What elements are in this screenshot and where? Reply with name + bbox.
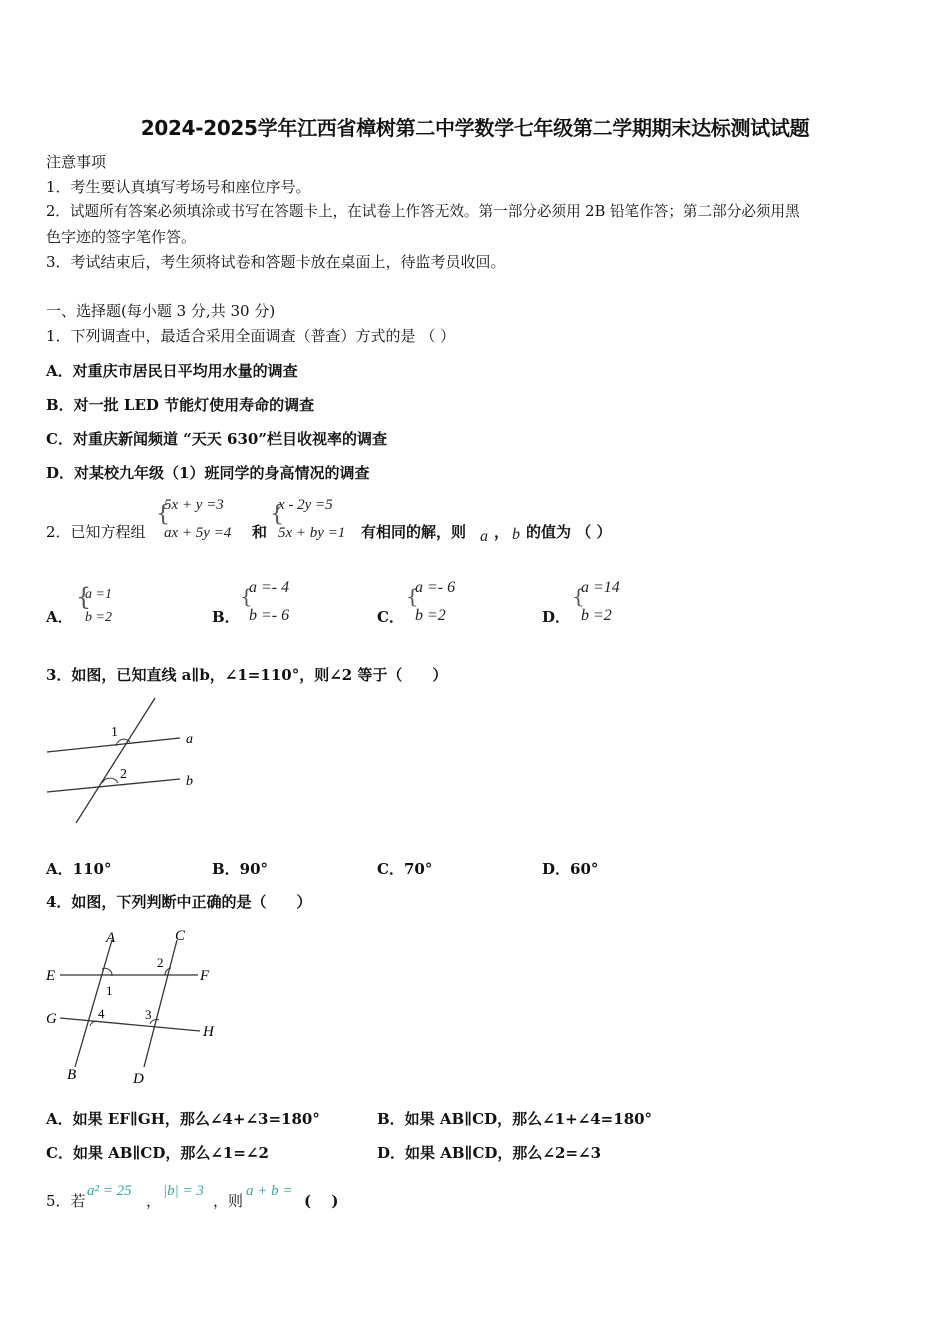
point-a-label: A	[106, 930, 116, 946]
q2-sys1-row2: ax + 5y =4	[164, 525, 232, 541]
angle-2-label: 2	[157, 955, 164, 970]
q5-expr-1: a² = 25	[87, 1183, 132, 1199]
q4-stem: 4．如图，下列判断中正确的是（ ）	[46, 893, 312, 911]
brace-icon: {	[270, 502, 284, 527]
q3-option-a: A．110°	[46, 860, 112, 878]
q3-parallel-lines-figure	[40, 690, 210, 830]
q2-option-b-system	[240, 576, 310, 628]
q2-option-b-label: B．	[212, 608, 240, 626]
q2-sys1-row1: 5x + y =3	[164, 497, 224, 513]
q4-option-a: A．如果 EF∥GH，那么∠4+∠3=180°	[46, 1110, 320, 1128]
q2-and: 和	[252, 523, 268, 541]
q4-figure	[40, 922, 230, 1092]
q3-option-d: D．60°	[542, 860, 599, 878]
brace-icon: {	[76, 583, 92, 611]
line-ab	[75, 940, 112, 1067]
angle-1-label: 1	[106, 983, 113, 998]
q2-option-a-label: A．	[46, 608, 73, 626]
q2-var-b: b	[512, 526, 520, 543]
transversal-line	[76, 698, 155, 823]
q2-system-1	[156, 492, 256, 548]
q4-option-b: B．如果 AB∥CD，那么∠1+∠4=180°	[377, 1110, 653, 1128]
point-d-label: D	[133, 1071, 144, 1087]
point-b-label: B	[67, 1067, 77, 1083]
page-title: 2024-2025学年江西省樟树第二中学数学七年级第二学期期末达标测试试题	[140, 116, 810, 140]
notice-heading: 注意事项	[46, 153, 107, 171]
line-gh	[60, 1018, 200, 1031]
q2-option-a-system	[76, 583, 136, 631]
q2-option-c-label: C．	[377, 608, 404, 626]
q3-stem: 3．如图，已知直线 a∥b，∠1=110°，则∠2 等于（ ）	[46, 666, 448, 684]
angle-1-label: 1	[111, 725, 118, 740]
q2-mid: 有相同的解，则	[361, 523, 467, 541]
q2-optD-row2: b =2	[581, 607, 612, 624]
line-b-label: b	[186, 774, 193, 789]
q2-system-2	[270, 492, 370, 548]
q2-optD-row1: a =14	[581, 579, 620, 596]
q2-var-a: a	[480, 528, 488, 545]
angle-4-label: 4	[98, 1006, 105, 1021]
q4-option-c: C．如果 AB∥CD，那么∠1=∠2	[46, 1144, 269, 1162]
q2-optA-row1: a =1	[85, 587, 112, 602]
q1-option-d: D．对某校九年级（1）班同学的身高情况的调查	[46, 464, 370, 482]
section-heading: 一、选择题(每小题 3 分,共 30 分)	[46, 302, 276, 320]
q1-option-a-text: A．对重庆市居民日平均用水量的调查	[46, 362, 298, 380]
angle-3-label: 3	[145, 1007, 152, 1022]
q4-option-d: D．如果 AB∥CD，那么∠2=∠3	[377, 1144, 602, 1162]
brace-icon: {	[406, 584, 419, 608]
line-a	[47, 738, 180, 752]
q2-option-c-system	[406, 576, 476, 628]
q2-optB-row1: a =- 4	[249, 579, 290, 596]
point-e-label: E	[46, 968, 56, 984]
line-a-label: a	[186, 732, 193, 747]
q3-option-c: C．70°	[377, 860, 433, 878]
q2-suffix: 的值为 （ ）	[526, 523, 612, 541]
q3-option-b: B．90°	[212, 860, 269, 878]
point-g-label: G	[46, 1011, 57, 1027]
q2-optC-row1: a =- 6	[415, 579, 456, 596]
q1-option-c: C．对重庆新闻频道 “天天 630”栏目收视率的调查	[46, 430, 387, 448]
q1-stem: 1．下列调查中，最适合采用全面调查（普查）方式的是 （ ）	[46, 327, 456, 345]
q5-expr-3: a + b =	[246, 1183, 293, 1199]
q5-then: ，则	[213, 1192, 244, 1210]
notice-line-3: 3．考试结束后，考生须将试卷和答题卡放在桌面上，待监考员收回。	[46, 253, 506, 271]
q5-prefix: 5．若	[46, 1192, 86, 1210]
notice-line-2b: 色字迹的签字笔作答。	[46, 228, 197, 246]
q5-comma: ，	[146, 1192, 162, 1210]
brace-icon: {	[240, 584, 253, 608]
q2-optB-row2: b =- 6	[249, 607, 290, 624]
brace-icon: {	[572, 584, 585, 608]
q2-option-d-system	[572, 576, 642, 628]
q2-optA-row2: b =2	[85, 610, 112, 625]
line-b	[47, 779, 180, 792]
q5-expr-2: |b| = 3	[163, 1183, 204, 1199]
brace-icon: {	[156, 502, 170, 527]
q1-option-a	[46, 361, 298, 381]
q1-option-b: B．对一批 LED 节能灯使用寿命的调查	[46, 396, 315, 414]
notice-line-1: 1．考生要认真填写考场号和座位序号。	[46, 178, 311, 196]
angle-2-label: 2	[120, 767, 127, 782]
q5-suffix: ( )	[304, 1192, 339, 1210]
notice-line-2a: 2．试题所有答案必须填涂或书写在答题卡上，在试卷上作答无效。第一部分必须用 2B 铅笔作答；第二部分必须用黑	[46, 203, 800, 220]
q2-prefix: 2．已知方程组	[46, 523, 146, 541]
q2-sys2-row1: x - 2y =5	[278, 497, 333, 513]
point-h-label: H	[203, 1024, 214, 1040]
q2-sys2-row2: 5x + by =1	[278, 525, 346, 541]
point-f-label: F	[200, 968, 210, 984]
point-c-label: C	[175, 928, 186, 944]
q2-optC-row2: b =2	[415, 607, 446, 624]
q2-option-d-label: D．	[542, 608, 571, 626]
q2-comma: ，	[494, 523, 510, 541]
